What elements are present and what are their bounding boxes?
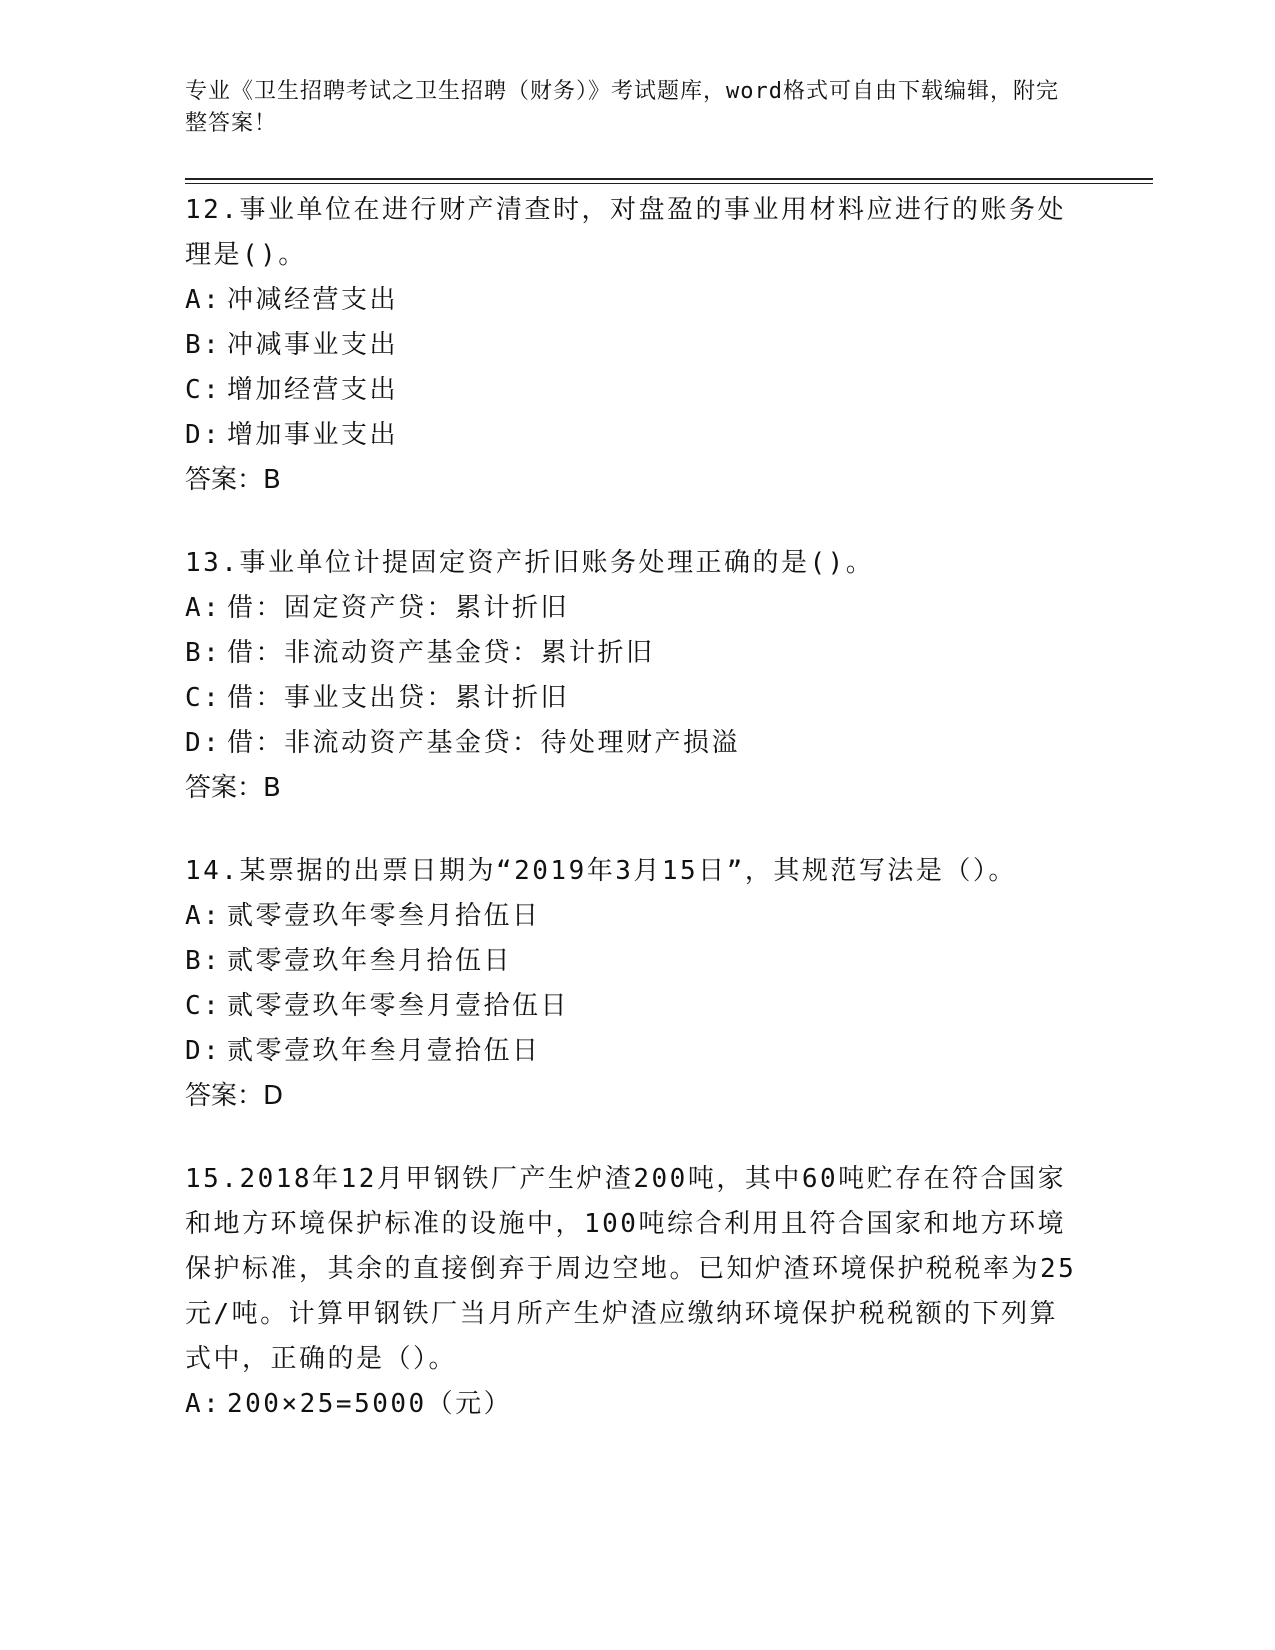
option-c <box>185 368 1085 413</box>
question-15 <box>185 1157 1085 1427</box>
option-letter: A: <box>185 901 222 931</box>
option-letter: C: <box>185 375 222 405</box>
option-d <box>185 413 1085 458</box>
option-letter: A: <box>185 593 222 623</box>
option-text: 贰零壹玖年叁月拾伍日 <box>227 946 513 976</box>
header-divider <box>185 178 1153 184</box>
option-letter: D: <box>185 728 222 758</box>
answer-line: 答案：B <box>185 773 281 803</box>
option-d <box>185 721 1085 766</box>
option-c <box>185 676 1085 721</box>
option-text: 借：非流动资产基金贷：待处理财产损溢 <box>227 728 741 758</box>
option-d <box>185 1029 1085 1074</box>
document-header: 专业《卫生招聘考试之卫生招聘（财务）》考试题库，word格式可自由下载编辑，附完整答案！ <box>185 79 1059 136</box>
option-text: 借：固定资产贷：累计折旧 <box>227 593 570 623</box>
question-stem: 15.2018年12月甲钢铁厂产生炉渣200吨，其中60吨贮存在符合国家和地方环境保护标准的设施中，100吨综合利用且符合国家和地方环境保护标准，其余的直接倒弃于周边空地。已知炉渣环境保护税税率为25元/吨。计算甲钢铁厂当月所产生炉渣应缴纳环境保护税税额的下列算式中，正确的是（）。 <box>185 1164 1077 1374</box>
option-text: 贰零壹玖年零叁月壹拾伍日 <box>227 991 570 1021</box>
option-text: 增加经营支出 <box>227 375 399 405</box>
question-13 <box>185 541 1085 811</box>
question-stem: 14.某票据的出票日期为“2019年3月15日”，其规范写法是（）。 <box>185 856 1017 886</box>
option-b <box>185 939 1085 984</box>
option-text: 借：事业支出贷：累计折旧 <box>227 683 570 713</box>
answer-line: 答案：D <box>185 1081 284 1111</box>
option-letter: B: <box>185 330 222 360</box>
option-text: 贰零壹玖年零叁月拾伍日 <box>227 901 541 931</box>
option-text: 贰零壹玖年叁月壹拾伍日 <box>227 1036 541 1066</box>
option-b <box>185 631 1085 676</box>
answer-line: 答案：B <box>185 465 281 495</box>
option-a <box>185 894 1085 939</box>
option-a <box>185 278 1085 323</box>
question-stem: 13.事业单位计提固定资产折旧账务处理正确的是()。 <box>185 548 875 578</box>
question-list <box>185 188 1085 1427</box>
question-14 <box>185 849 1085 1119</box>
option-letter: C: <box>185 683 222 713</box>
option-text: 200×25=5000（元） <box>227 1389 513 1419</box>
option-text: 增加事业支出 <box>227 420 399 450</box>
option-letter: B: <box>185 638 222 668</box>
option-letter: D: <box>185 1036 222 1066</box>
option-text: 借：非流动资产基金贷：累计折旧 <box>227 638 655 668</box>
option-a <box>185 586 1085 631</box>
option-b <box>185 323 1085 368</box>
option-letter: B: <box>185 946 222 976</box>
option-letter: C: <box>185 991 222 1021</box>
option-a <box>185 1382 1085 1427</box>
question-stem: 12.事业单位在进行财产清查时，对盘盈的事业用材料应进行的账务处理是()。 <box>185 195 1066 270</box>
question-12 <box>185 188 1085 503</box>
option-text: 冲减事业支出 <box>227 330 399 360</box>
option-letter: A: <box>185 285 222 315</box>
option-c <box>185 984 1085 1029</box>
option-letter: D: <box>185 420 222 450</box>
option-letter: A: <box>185 1389 222 1419</box>
option-text: 冲减经营支出 <box>227 285 399 315</box>
